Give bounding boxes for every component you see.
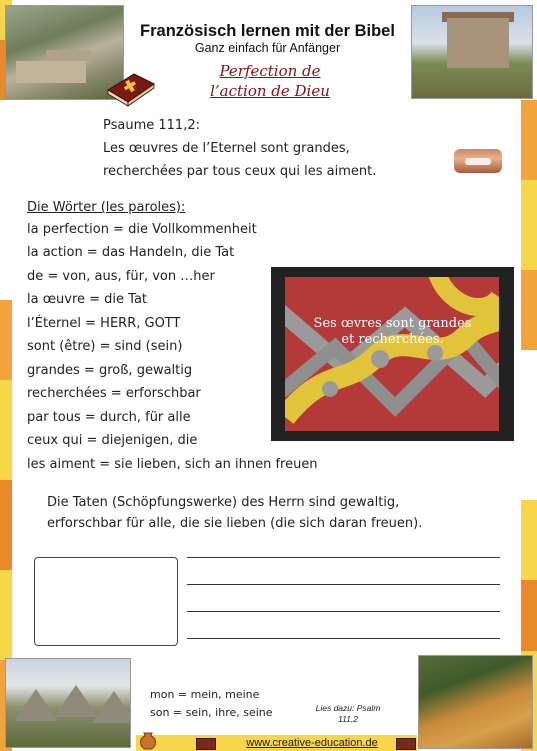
page-subtitle: Ganz einfach für Anfänger (194, 41, 341, 55)
trulli-photo (5, 658, 131, 748)
smiling-mouth-photo (454, 149, 502, 173)
artwork-caption-line1: Ses œvres sont grandes (313, 316, 472, 331)
artwork-image (271, 267, 514, 441)
bible-icon (104, 68, 156, 108)
reading-reference (306, 703, 390, 725)
book-icon (196, 738, 216, 750)
right-color-strip (521, 0, 537, 751)
vase-icon (137, 732, 159, 750)
vocabulary-heading: Die Wörter (les paroles): (27, 200, 186, 215)
artwork-caption (271, 316, 514, 348)
drawing-box[interactable] (34, 557, 178, 646)
translation-line: erforschbar für alle, die sie lieben (die sich daran freuen). (47, 516, 423, 531)
artwork-caption-line2: et recherchées. (341, 332, 444, 347)
vocab-item: l’Éternel = HERR, GOTT (27, 316, 181, 331)
stone-house-photo (411, 5, 533, 99)
writing-line[interactable] (187, 557, 500, 558)
vocab-item: la perfection = die Vollkommenheit (27, 222, 257, 237)
ochre-cliffs-photo (418, 655, 533, 749)
possessive-note: mon = mein, meine (150, 688, 260, 701)
verse-reference: Psaume 111,2: (103, 118, 200, 133)
vocab-item: sont (être) = sind (sein) (27, 339, 183, 354)
left-color-strip (0, 0, 12, 751)
vocab-item: grandes = groß, gewaltig (27, 363, 193, 378)
verse-line: recherchées par tous ceux qui les aiment. (103, 164, 377, 179)
artwork-pattern (285, 277, 499, 431)
footer-link[interactable]: www.creative-education.de (246, 737, 378, 749)
translation-line: Die Taten (Schöpfungswerke) des Herrn sind gewaltig, (47, 495, 400, 510)
vocab-item: par tous = durch, für alle (27, 410, 191, 425)
vocab-item: les aiment = sie lieben, sich an ihnen freuen (27, 457, 318, 472)
page-title: Französisch lernen mit der Bibel (140, 22, 395, 40)
lesson-title-line1: Perfection de (219, 62, 321, 80)
reading-reference-line1: Lies dazu: Psalm (315, 703, 381, 713)
vocab-item: recherchées = erforschbar (27, 386, 201, 401)
writing-line[interactable] (187, 584, 500, 585)
vocab-item: de = von, aus, für, von …her (27, 269, 215, 284)
book-icon (396, 738, 416, 750)
reading-reference-line2: 111,2 (337, 714, 358, 724)
vocab-item: ceux qui = diejenigen, die (27, 433, 198, 448)
verse-line: Les œuvres de l’Eternel sont grandes, (103, 141, 350, 156)
lesson-title (190, 61, 350, 101)
writing-line[interactable] (187, 611, 500, 612)
possessive-note: son = sein, ihre, seine (150, 706, 273, 719)
lesson-title-line2: l’action de Dieu (210, 82, 330, 100)
writing-line[interactable] (187, 638, 500, 639)
vocab-item: la œuvre = die Tat (27, 292, 148, 307)
vocab-item: la action = das Handeln, die Tat (27, 245, 235, 260)
